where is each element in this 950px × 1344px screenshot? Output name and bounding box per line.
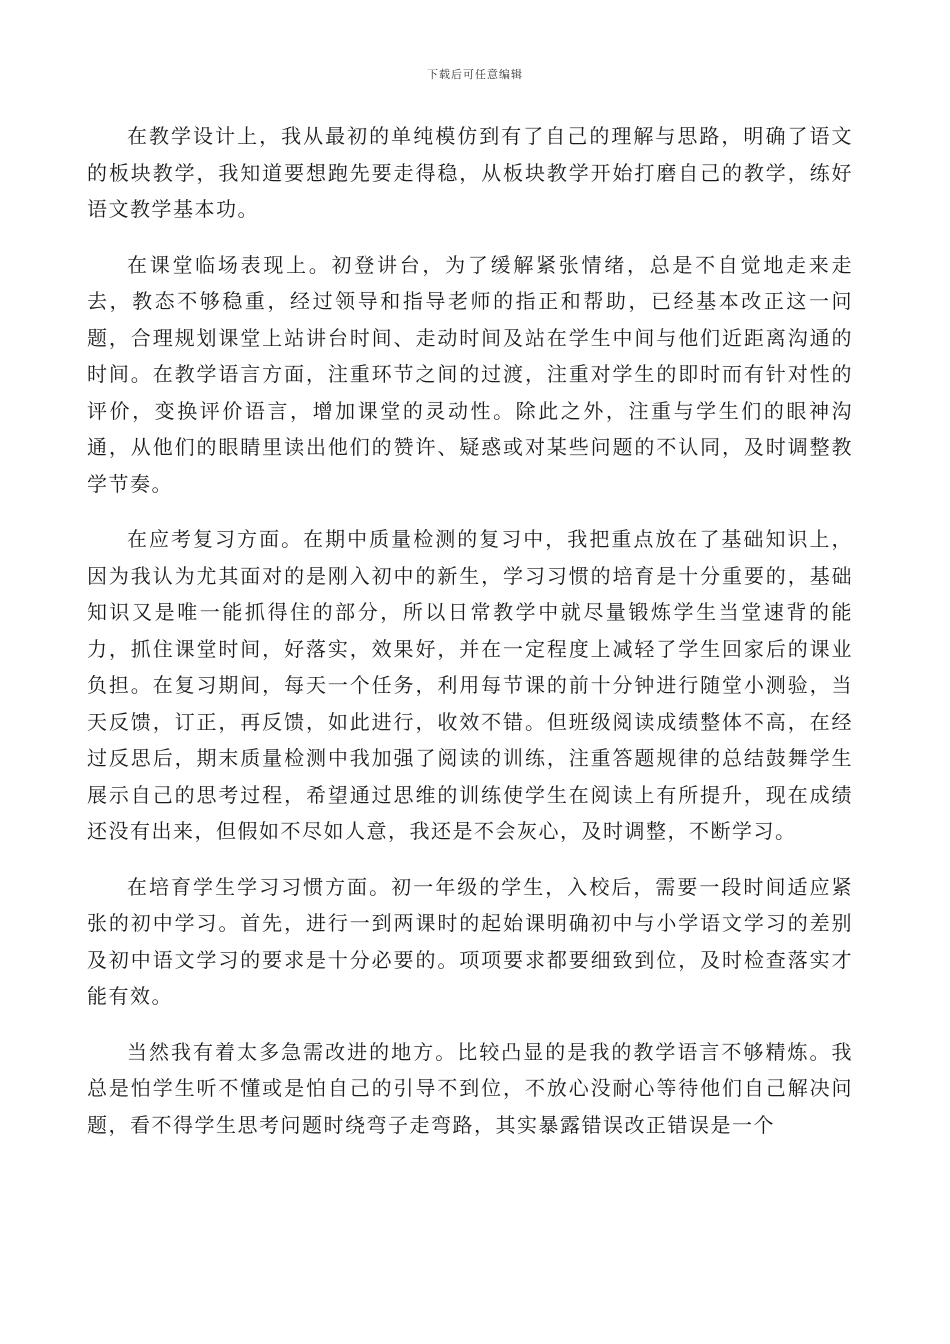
document-body	[87, 118, 853, 1162]
paragraph-improvements: 当然我有着太多急需改进的地方。比较凸显的是我的教学语言不够精炼。我总是怕学生听不懂或是怕自己的引导不到位，不放心没耐心等待他们自己解决问题，看不得学生思考问题时绕弯子走弯路，其实暴露错误改正错误是一个	[87, 1039, 853, 1137]
paragraph-study-habits: 在培育学生学习习惯方面。初一年级的学生，入校后，需要一段时间适应紧张的初中学习。首先，进行一到两课时的起始课明确初中与小学语文学习的差别及初中语文学习的要求是十分必要的。项项要求都要细致到位，及时检查落实才能有效。	[87, 874, 853, 1008]
paragraph-teaching-design: 在教学设计上，我从最初的单纯模仿到有了自己的理解与思路，明确了语文的板块教学，我知道要想跑先要走得稳，从板块教学开始打磨自己的教学，练好语文教学基本功。	[87, 124, 853, 221]
page-header: 下载后可任意编辑	[427, 68, 523, 81]
paragraph-classroom-performance: 在课堂临场表现上。初登讲台，为了缓解紧张情绪，总是不自觉地走来走去，教态不够稳重，经过领导和指导老师的指正和帮助，已经基本改正这一问题，合理规划课堂上站讲台时间、走动时间及站在学生中间与他们近距离沟通的时间。在教学语言方面，注重环节之间的过渡，注重对学生的即时而有针对性的评价，变换评价语言，增加课堂的灵动性。除此之外，注重与学生们的眼神沟通，从他们的眼睛里读出他们的赞许、疑惑或对某些问题的不认同，及时调整教学节奏。	[87, 252, 853, 496]
paragraph-exam-review: 在应考复习方面。在期中质量检测的复习中，我把重点放在了基础知识上，因为我认为尤其面对的是刚入初中的新生，学习习惯的培育是十分重要的，基础知识又是唯一能抓得住的部分，所以日常教学中就尽量锻炼学生当堂速背的能力，抓住课堂时间，好落实，效果好，并在一定程度上减轻了学生回家后的课业负担。在复习期间，每天一个任务，利用每节课的前十分钟进行随堂小测验，当天反馈，订正，再反馈，如此进行，收效不错。但班级阅读成绩整体不高，在经过反思后，期末质量检测中我加强了阅读的训练，注重答题规律的总结鼓舞学生展示自己的思考过程，希望通过思维的训练使学生在阅读上有所提升，现在成绩还没有出来，但假如不尽如人意，我还是不会灰心，及时调整，不断学习。	[87, 527, 853, 843]
